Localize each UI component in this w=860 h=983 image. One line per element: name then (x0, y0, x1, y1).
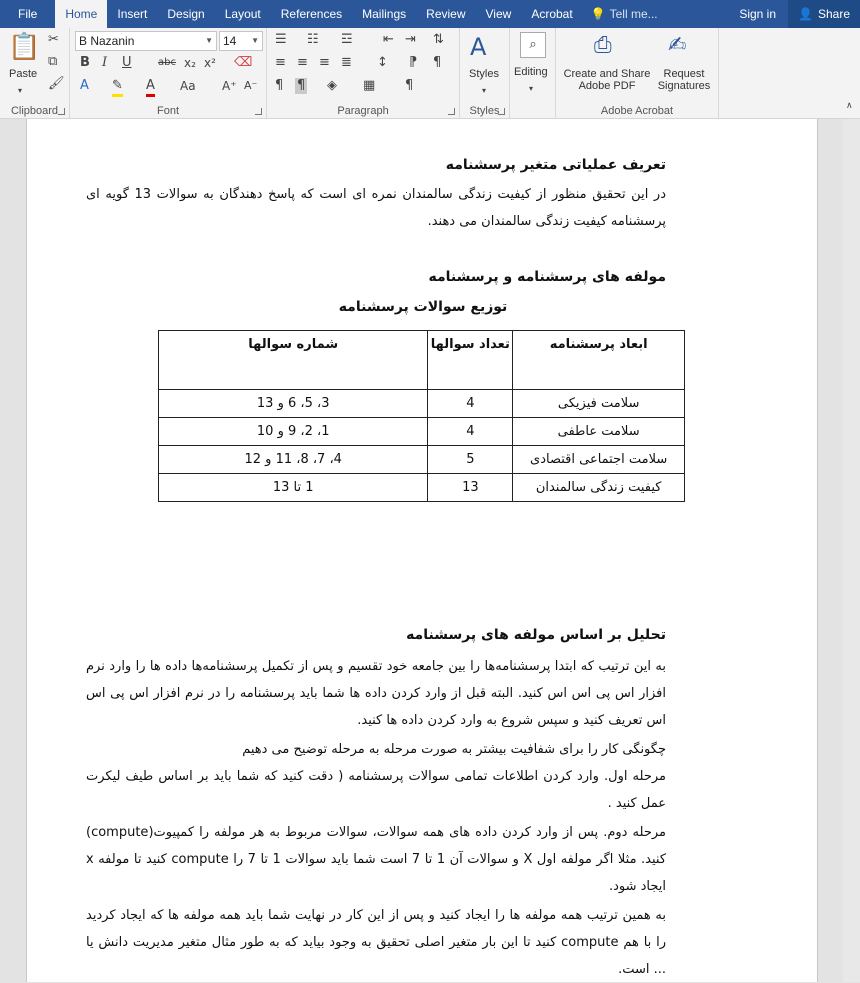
table-header: تعداد سوالها (428, 331, 513, 390)
font-name-select[interactable] (75, 31, 217, 51)
table-header: ابعاد پرسشنامه (513, 331, 685, 390)
table-cell: 4، 7، 8، 11 و 12 (159, 446, 428, 474)
strikethrough-icon[interactable]: abc (158, 57, 176, 68)
table-cell: سلامت اجتماعی اقتصادی (513, 446, 685, 474)
styles-label: Styles (469, 105, 500, 117)
bold-icon[interactable]: B (80, 55, 90, 70)
table-cell: کیفیت زندگی سالمندان (513, 474, 685, 502)
ltr-icon[interactable]: ⁋ (409, 55, 418, 70)
tab-file[interactable]: File (18, 7, 38, 21)
table-cell: سلامت عاطفی (513, 418, 685, 446)
table-cell: سلامت فیزیکی (513, 390, 685, 418)
table-cell: 4 (428, 418, 513, 446)
grow-font-icon[interactable]: A⁺ (222, 79, 237, 93)
acrobat-label: Adobe Acrobat (600, 105, 674, 117)
heading-operational-definition: تعریف عملیاتی متغیر پرسشنامه (445, 157, 666, 173)
shrink-font-icon[interactable]: A⁻ (244, 79, 258, 92)
change-case-icon[interactable]: Aa (180, 79, 196, 93)
tab-view[interactable]: View (485, 7, 512, 21)
tab-insert[interactable]: Insert (117, 7, 148, 21)
request-signatures-icon[interactable]: ✍ (668, 33, 687, 58)
styles-launcher-icon[interactable] (498, 108, 505, 115)
align-right-icon[interactable]: ≡ (319, 55, 330, 70)
paste-icon[interactable]: 📋 (8, 32, 41, 62)
highlight-icon[interactable]: ✎ (112, 78, 123, 97)
paragraph-steps-intro: چگونگی کار را برای شفافیت بیشتر به صورت مرحله به مرحله توضیح می دهیم (242, 742, 666, 757)
italic-icon[interactable]: I (102, 55, 108, 70)
font-size-value: 14 (223, 34, 237, 48)
text-effects-icon[interactable]: A (80, 78, 89, 93)
heading-analysis: تحلیل بر اساس مولفه های پرسشنامه (406, 627, 666, 643)
document-area (0, 119, 860, 982)
find-icon[interactable]: ⌕ (520, 32, 546, 58)
create-pdf-icon[interactable]: ⎙ (594, 33, 612, 58)
styles-button[interactable]: Styles (469, 68, 499, 80)
tell-me-text: Tell me... (609, 7, 658, 21)
table-row (159, 418, 685, 446)
table-row (159, 390, 685, 418)
tab-references[interactable]: References (280, 7, 343, 21)
table-row (159, 474, 685, 502)
sign-in-link[interactable]: Sign in (739, 7, 777, 21)
copy-icon[interactable]: ⧉ (48, 54, 58, 69)
line-spacing-icon[interactable]: ↕ (377, 55, 388, 70)
editing-button[interactable]: Editing (514, 66, 548, 78)
styles-icon[interactable]: A (470, 33, 487, 61)
tab-acrobat[interactable]: Acrobat (531, 7, 573, 21)
ribbon (0, 28, 860, 119)
cut-icon[interactable]: ✂ (48, 32, 59, 47)
vertical-scrollbar[interactable] (843, 119, 860, 982)
table-header-row (159, 331, 685, 390)
table-cell: 1 تا 13 (159, 474, 428, 502)
multilevel-list-icon[interactable]: ☲ (341, 32, 353, 47)
questions-table (158, 330, 685, 502)
font-launcher-icon[interactable] (255, 108, 262, 115)
table-cell: 5 (428, 446, 513, 474)
editing-dropdown-icon[interactable]: ▾ (529, 84, 534, 93)
lightbulb-icon: 💡 (590, 7, 606, 21)
request-signatures-button[interactable] (654, 68, 714, 92)
paragraph-launcher-icon[interactable] (448, 108, 455, 115)
bullets-icon[interactable]: ☰ (275, 32, 287, 47)
request-line2: Signatures (657, 80, 711, 92)
request-line1: Request (663, 68, 705, 80)
paragraph-analysis-intro: به این ترتیب که ابتدا پرسشنامه‌ها را بین جامعه خود تقسیم و پس از تکمیل پرسشنامه‌ها داده ها را وارد نرم افزار اس پی اس اس کنید. البته قبل از وارد کردن داده ها شما باید پرسشنامه را در نرم افزار اس پی اس اس تعریف کنید و سپس شروع به وارد کردن داده ها کنید. (86, 659, 666, 728)
table-cell: 13 (428, 474, 513, 502)
justify-icon[interactable]: ≣ (341, 55, 352, 70)
document-page[interactable] (26, 119, 818, 982)
paragraph-label: Paragraph (337, 105, 389, 117)
heading-components: مولفه های پرسشنامه و پرسشنامه (428, 269, 666, 285)
ribbon-tab-bar (0, 0, 860, 28)
show-marks-icon[interactable]: ¶ (405, 78, 414, 93)
share-label: Share (817, 7, 850, 21)
tell-me-box[interactable] (591, 7, 658, 21)
format-painter-icon[interactable]: 🖌 (48, 76, 65, 91)
numbering-icon[interactable]: ☷ (307, 32, 319, 47)
sort-icon[interactable]: ⇅ (433, 32, 444, 47)
subscript-icon[interactable]: x₂ (184, 56, 196, 70)
paste-dropdown-icon[interactable]: ▾ (18, 86, 23, 95)
superscript-icon[interactable]: x² (204, 56, 216, 70)
rtl-direction-icon[interactable]: ¶ (297, 78, 306, 93)
font-size-select[interactable] (219, 31, 263, 51)
font-color-icon[interactable]: A (146, 78, 155, 97)
clear-formatting-icon[interactable]: ⌫ (234, 55, 253, 70)
align-left-icon[interactable]: ≡ (275, 55, 286, 70)
collapse-ribbon-icon[interactable]: ∧ (846, 101, 853, 111)
styles-group (460, 28, 510, 119)
align-center-icon[interactable]: ≡ (297, 55, 308, 70)
paragraph-step-one: مرحله اول. وارد کردن اطلاعات تمامی سوالات پرسشنامه ( دقت کنید که شما باید بر اساس طیف لیکرت عمل کنید . (86, 769, 666, 811)
underline-icon[interactable]: U (122, 55, 132, 70)
paragraph-definition: در این تحقیق منظور از کیفیت زندگی سالمندان نمره ای است که پاسخ دهندگان به سوالات 13 گویه ای پرسشنامه کیفیت زندگی سالمندان می دهند. (86, 187, 666, 229)
table-title: توزیع سوالات پرسشنامه (338, 299, 508, 315)
table-cell: 4 (428, 390, 513, 418)
share-button[interactable] (788, 0, 860, 28)
tab-review[interactable]: Review (426, 7, 466, 21)
table-header: شماره سوالها (159, 331, 428, 390)
create-share-line1: Create and Share (563, 68, 651, 80)
paragraph-step-three: به همین ترتیب همه مولفه ها را ایجاد کنید و پس از این کار در نهایت شما باید همه مولفه ها که ایجاد کردید را با هم compute کنید تا این بار متغیر اصلی تحقیق به وجود بیاید که به طور مثال متغیر مدیریت دانش یا ... است. (86, 908, 667, 977)
table-cell: 1، 2، 9 و 10 (159, 418, 428, 446)
ltr-direction-icon[interactable]: ¶ (275, 78, 284, 93)
create-share-line2: Adobe PDF (578, 80, 636, 92)
table-cell: 3، 5، 6 و 13 (159, 390, 428, 418)
rtl-icon[interactable]: ¶ (433, 55, 442, 70)
chevron-down-icon: ▼ (251, 36, 259, 45)
styles-dropdown-icon[interactable]: ▾ (482, 86, 487, 95)
acrobat-group (556, 28, 719, 119)
paste-button[interactable]: Paste (9, 68, 38, 80)
clipboard-group (0, 28, 70, 119)
tab-home[interactable]: Home (55, 0, 107, 28)
tab-mailings[interactable]: Mailings (362, 7, 407, 21)
paragraph-step-two: مرحله دوم. پس از وارد کردن داده های همه سوالات، سوالات مربوط به هر مولفه را کمپیوت(compute) کنید. مثلا اگر مولفه اول X و سوالات آن 1 تا 7 است شما باید سوالات 1 تا 7 را compute کنید تا مولفه x ایجاد شود. (86, 825, 667, 894)
clipboard-label: Clipboard (10, 105, 59, 117)
decrease-indent-icon[interactable]: ⇤ (383, 32, 394, 47)
tab-layout[interactable]: Layout (224, 7, 261, 21)
shading-icon[interactable]: ◈ (327, 78, 337, 93)
increase-indent-icon[interactable]: ⇥ (405, 32, 416, 47)
font-label: Font (156, 105, 179, 117)
clipboard-launcher-icon[interactable] (58, 108, 65, 115)
borders-icon[interactable]: ▦ (363, 78, 376, 93)
tab-design[interactable]: Design (167, 7, 205, 21)
paragraph-group (267, 28, 460, 119)
user-icon: 👤 (798, 7, 813, 21)
font-name-value: B Nazanin (79, 34, 135, 48)
font-group (70, 28, 267, 119)
editing-group (510, 28, 556, 119)
chevron-down-icon: ▼ (205, 36, 213, 45)
create-share-pdf-button[interactable] (562, 68, 652, 92)
table-row (159, 446, 685, 474)
